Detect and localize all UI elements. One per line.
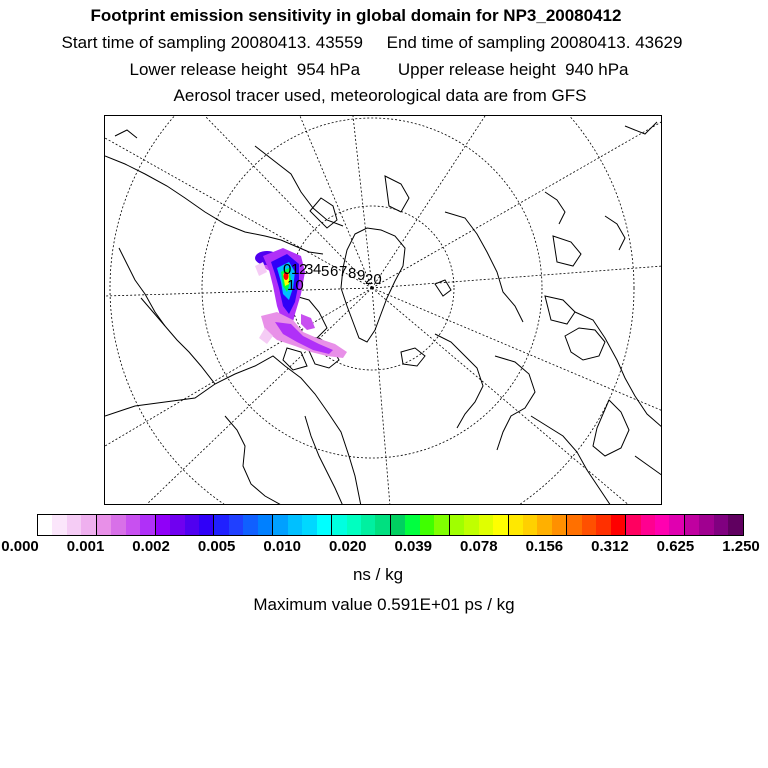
colorbar-tick-label: 0.000 bbox=[1, 538, 39, 555]
polar-map bbox=[104, 115, 662, 505]
meridians bbox=[105, 116, 662, 505]
colorbar-swatch bbox=[449, 515, 464, 535]
colorbar-tick-label: 0.312 bbox=[591, 538, 629, 555]
colorbar-tick-label: 0.625 bbox=[656, 538, 695, 555]
colorbar-swatch bbox=[361, 515, 375, 535]
colorbar-swatch bbox=[288, 515, 302, 535]
colorbar-swatch bbox=[523, 515, 537, 535]
colorbar-swatch bbox=[611, 515, 625, 535]
units-label: ns / kg bbox=[352, 565, 404, 584]
tracer-note: Aerosol tracer used, meteorological data are from GFS bbox=[173, 86, 587, 105]
coastlines bbox=[105, 122, 662, 505]
colorbar-swatch bbox=[375, 515, 389, 535]
colorbar-swatch bbox=[213, 515, 228, 535]
latitude-circles bbox=[110, 116, 634, 505]
lower-release-height: Lower release height 954 hPa bbox=[129, 60, 361, 79]
colorbar-swatch bbox=[272, 515, 287, 535]
colorbar-swatch bbox=[155, 515, 170, 535]
colorbar-tick-label: 0.001 bbox=[66, 538, 105, 555]
colorbar-swatch bbox=[493, 515, 507, 535]
colorbar-swatch bbox=[199, 515, 213, 535]
colorbar-swatch bbox=[464, 515, 478, 535]
colorbar-swatch bbox=[728, 515, 742, 535]
colorbar-tick-label: 1.250 bbox=[722, 538, 760, 555]
point-label-8: 8 bbox=[348, 265, 357, 282]
point-label-5: 5 bbox=[321, 263, 330, 280]
colorbar-tick-label: 0.002 bbox=[132, 538, 170, 555]
colorbar-swatch bbox=[479, 515, 493, 535]
colorbar-swatch bbox=[111, 515, 125, 535]
point-label-20: 20 bbox=[365, 271, 382, 288]
colorbar-swatch bbox=[537, 515, 551, 535]
point-label-10: 10 bbox=[287, 277, 304, 294]
colorbar-tick-label: 0.039 bbox=[394, 538, 433, 555]
colorbar-tick-label: 0.010 bbox=[263, 538, 301, 555]
colorbar-swatch bbox=[229, 515, 243, 535]
point-label-4: 4 bbox=[313, 261, 322, 278]
colorbar-swatch bbox=[302, 515, 316, 535]
point-label-3: 3 bbox=[305, 261, 314, 278]
colorbar-swatch bbox=[405, 515, 419, 535]
colorbar-swatch bbox=[96, 515, 111, 535]
colorbar-swatch bbox=[420, 515, 434, 535]
sampling-time-row bbox=[0, 33, 756, 53]
colorbar-tick-label: 0.005 bbox=[197, 538, 236, 555]
colorbar-swatch bbox=[582, 515, 596, 535]
colorbar-swatch bbox=[655, 515, 669, 535]
point-label-9: 9 bbox=[357, 267, 366, 284]
colorbar-swatch bbox=[170, 515, 184, 535]
colorbar-swatch bbox=[81, 515, 95, 535]
colorbar-swatch bbox=[669, 515, 683, 535]
colorbar-swatch bbox=[625, 515, 640, 535]
colorbar-swatch bbox=[390, 515, 405, 535]
colorbar-swatch bbox=[714, 515, 728, 535]
end-time: End time of sampling 20080413. 43629 bbox=[386, 33, 683, 52]
colorbar bbox=[37, 514, 744, 536]
colorbar-swatch bbox=[596, 515, 610, 535]
colorbar-swatch bbox=[684, 515, 699, 535]
colorbar-tick-label: 0.020 bbox=[328, 538, 367, 555]
release-height-row bbox=[0, 60, 763, 80]
colorbar-swatch bbox=[699, 515, 713, 535]
colorbar-swatch bbox=[38, 515, 52, 535]
upper-release-height: Upper release height 940 hPa bbox=[397, 60, 629, 79]
colorbar-swatch bbox=[52, 515, 66, 535]
colorbar-swatch bbox=[317, 515, 331, 535]
point-label-2: 2 bbox=[299, 261, 308, 278]
colorbar-swatch bbox=[508, 515, 523, 535]
colorbar-swatch bbox=[434, 515, 448, 535]
colorbar-swatch bbox=[140, 515, 154, 535]
colorbar-swatch bbox=[552, 515, 566, 535]
colorbar-swatch bbox=[67, 515, 81, 535]
colorbar-swatch bbox=[258, 515, 272, 535]
colorbar-swatch bbox=[641, 515, 655, 535]
colorbar-swatch bbox=[243, 515, 257, 535]
colorbar-swatch bbox=[347, 515, 361, 535]
map-canvas bbox=[105, 116, 662, 505]
max-value-label: Maximum value 0.591E+01 ps / kg bbox=[253, 595, 515, 614]
point-label-1: 1 bbox=[291, 261, 300, 278]
colorbar-swatch bbox=[185, 515, 199, 535]
point-labels bbox=[283, 261, 382, 294]
colorbar-swatch bbox=[566, 515, 581, 535]
point-label-7: 7 bbox=[339, 263, 348, 280]
start-time: Start time of sampling 20080413. 43559 bbox=[61, 33, 364, 52]
colorbar-swatch bbox=[331, 515, 346, 535]
plot-title: Footprint emission sensitivity in global domain for NP3_20080412 bbox=[90, 6, 622, 25]
point-label-0: 0 bbox=[283, 261, 292, 278]
colorbar-tick-labels bbox=[0, 538, 768, 558]
colorbar-swatch bbox=[126, 515, 140, 535]
colorbar-tick-label: 0.156 bbox=[525, 538, 564, 555]
colorbar-tick-label: 0.078 bbox=[460, 538, 498, 555]
point-label-6: 6 bbox=[330, 263, 339, 280]
